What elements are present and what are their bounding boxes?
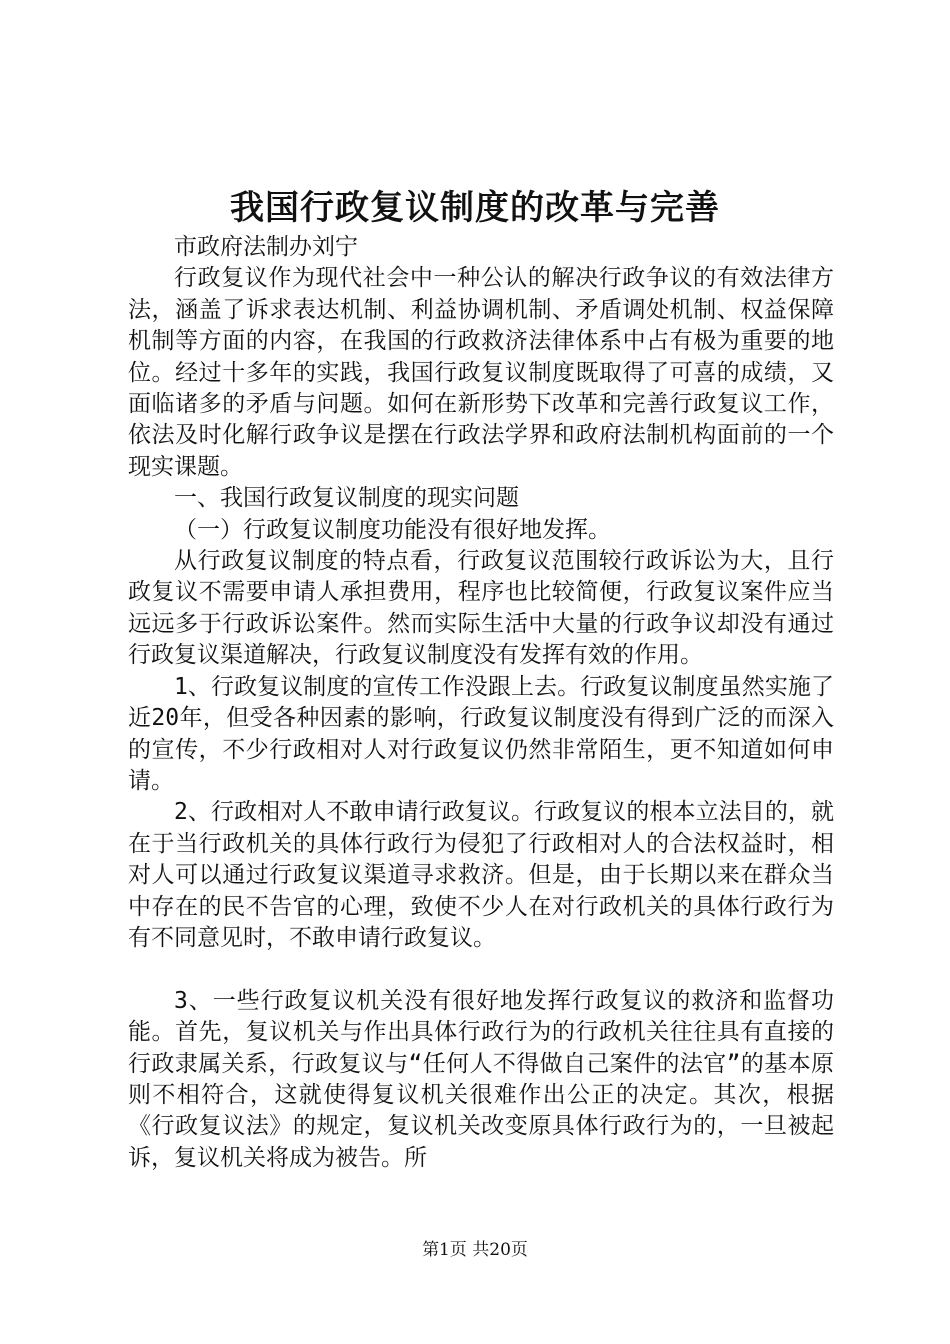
paragraph-point-3: 3、一些行政复议机关没有很好地发挥行政复议的救济和监督功能。首先，复议机关与作出具体行政行为的行政机关往往具有直接的行政隶属关系，行政复议与“任何人不得做自己案件的法官”的基本原则不相符合，这就使得复议机关很难作出公正的决定。其次，根据《行政复议法》的规定，复议机关改变原具体行政行为的，一旦被起诉，复议机关将成为被告。所 — [128, 987, 834, 1171]
section-heading-1: 一、我国行政复议制度的现实问题 — [174, 485, 519, 512]
document-body — [128, 232, 834, 1174]
paragraph-point-1: 1、行政复议制度的宣传工作没跟上去。行政复议制度虽然实施了近20年，但受各种因素的影响，行政复议制度没有得到广泛的而深入的宣传，不少行政相对人对行政复议仍然非常陌生，更不知道如何申请。 — [128, 673, 834, 794]
paragraph-features: 从行政复议制度的特点看，行政复议范围较行政诉讼为大，且行政复议不需要申请人承担费用，程序也比较简便，行政复议案件应当远远多于行政诉讼案件。然而实际生活中大量的行政争议却没有通过行政复议渠道解决，行政复议制度没有发挥有效的作用。 — [128, 548, 834, 669]
page-number: 第1页 共20页 — [422, 1240, 528, 1260]
subsection-heading-1: （一）行政复议制度功能没有很好地发挥。 — [174, 516, 611, 543]
paragraph-intro: 行政复议作为现代社会中一种公认的解决行政争议的有效法律方法，涵盖了诉求表达机制、利益协调机制、矛盾调处机制、权益保障机制等方面的内容，在我国的行政救济法律体系中占有极为重要的地位。经过十多年的实践，我国行政复议制度既取得了可喜的成绩，又面临诸多的矛盾与问题。如何在新形势下改革和完善行政复议工作，依法及时化解行政争议是摆在行政法学界和政府法制机构面前的一个现实课题。 — [128, 265, 834, 480]
paragraph-point-2: 2、行政相对人不敢申请行政复议。行政复议的根本立法目的，就在于当行政机关的具体行政行为侵犯了行政相对人的合法权益时，相对人可以通过行政复议渠道寻求救济。但是，由于长期以来在群众当中存在的民不告官的心理，致使不少人在对行政机关的具体行政行为有不同意见时，不敢申请行政复议。 — [128, 799, 834, 951]
document-title: 我国行政复议制度的改革与完善 — [230, 188, 720, 228]
author-line: 市政府法制办刘宁 — [174, 234, 358, 260]
